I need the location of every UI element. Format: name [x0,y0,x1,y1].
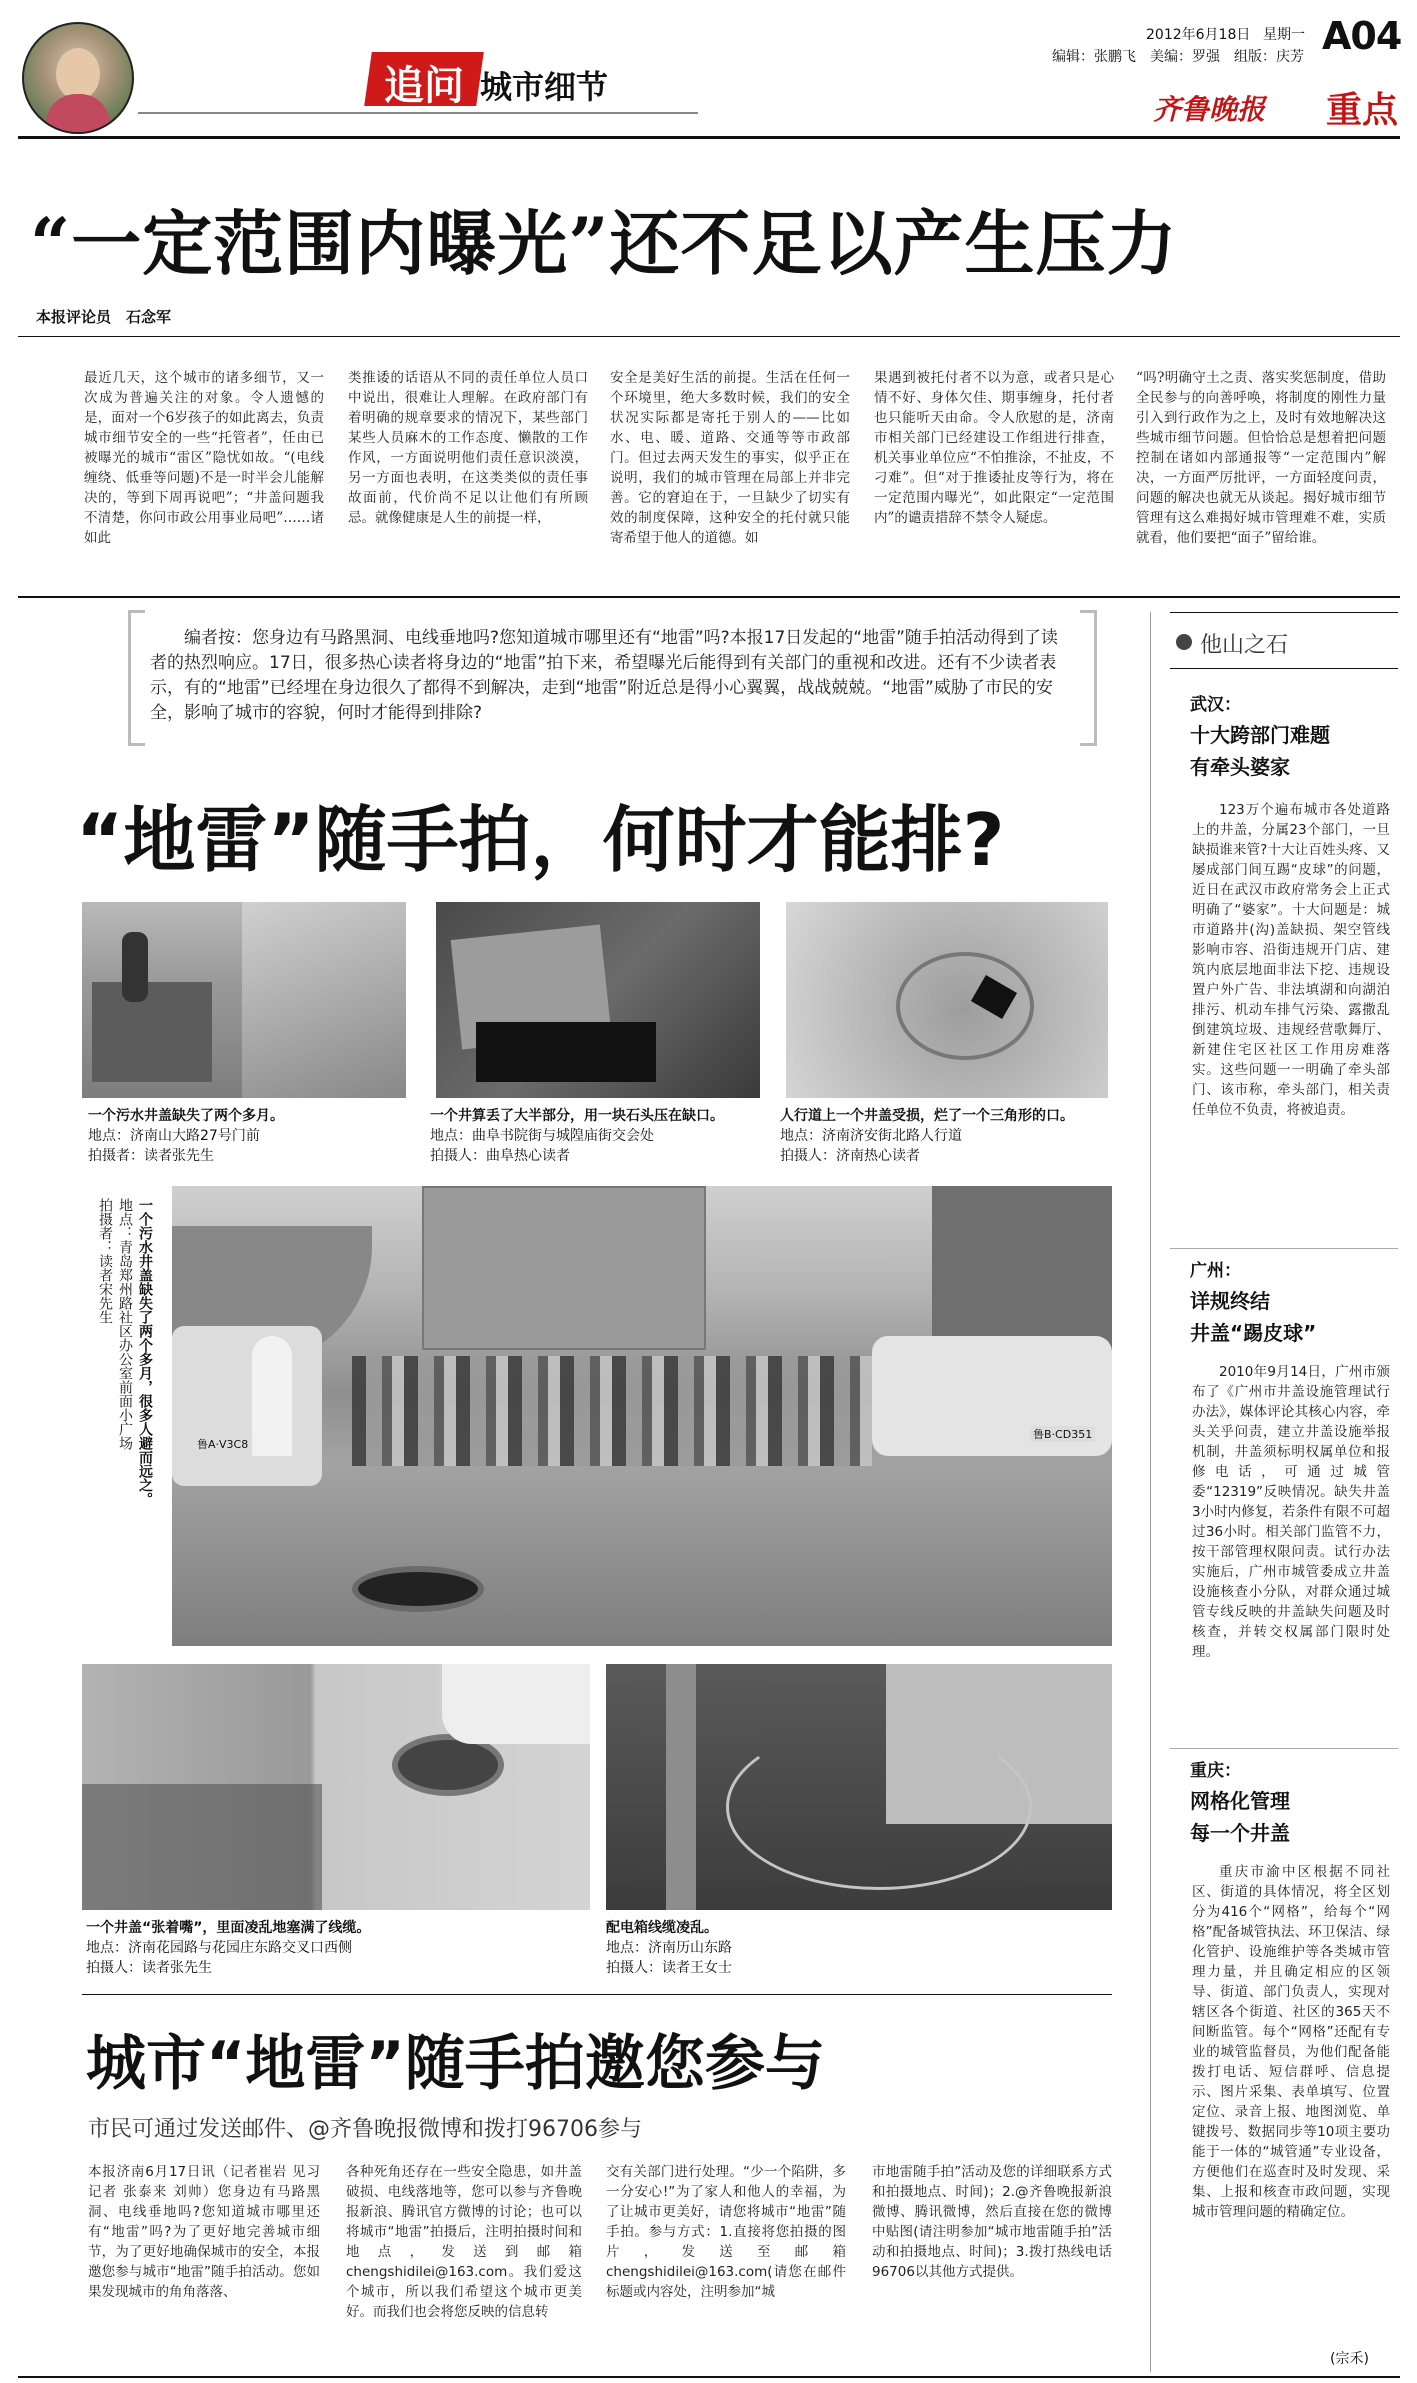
sidebar-head-2b: 井盖“踢皮球” [1190,1321,1317,1345]
photo-4 [172,1186,1112,1646]
editor-line: 编辑：张鹏飞 美编：罗强 组版：庆芳 [1052,49,1304,65]
photo-4-author: 拍摄者：读者宋先生 [97,1198,113,1324]
photo-2 [436,902,760,1098]
commentary-col-2: 类推诿的话语从不同的责任单位人员口中说出，很难让人理解。在政府部门有着明确的规章要求的情况下，某些部门某些人员麻木的工作态度、懒散的工作作风，一方面说明他们责任意识淡漠，另一方面也表明，在这类类似的责任事故面前，代价尚不足以让他们有所顾忌。就像健康是人生的前提一样， [348,370,588,526]
sidebar-city-1: 武汉： [1190,695,1241,715]
photo-1 [82,902,406,1098]
photo-1-place: 地点：济南山大路27号门前 [88,1128,260,1144]
main-headline: “地雷”随手拍，何时才能排? [76,798,1005,882]
sidebar-head-2a: 详规终结 [1190,1289,1270,1313]
invite-col-1: 本报济南6月17日讯（记者崔岩 见习记者 张泰来 刘帅）您身边有马路黑洞、电线垂地吗?您知道城市哪里还有“地雷”吗?为了更好地完善城市细节，为了更好地确保城市的安全，本报邀您参与城市“地雷”随手拍活动。您如果发现城市的角角落落、 [88,2164,320,2300]
sidebar-head-1a: 十大跨部门难题 [1190,723,1330,747]
commentary-col-1: 最近几天，这个城市的诸多细节，又一次成为普遍关注的对象。令人遗憾的是，面对一个6岁孩子的如此离去，负责城市细节安全的一些“托管者”，任由已被曝光的城市“雷区”隐忧如故。“(电线缠绕、低垂等问题)不是一时半会儿能解决的，等到下周再说吧”；“井盖问题我不清楚，你问市政公用事业局吧”……诸如此 [84,370,324,546]
photo-6-place: 地点：济南历山东路 [606,1940,732,1956]
photo-6-author: 拍摄人：读者王女士 [606,1960,732,1976]
kicker: 追问 [384,62,464,109]
note-bracket-right [1080,610,1097,746]
sidebar-divider [1150,612,1151,2372]
commentary-headline: “一定范围内曝光”还不足以产生压力 [30,202,1178,285]
photo-1-caption: 一个污水井盖缺失了两个多月。 [88,1108,284,1124]
photo-4-place: 地点：青岛郑州路社区办公室前面小广场 [117,1198,133,1450]
photo-5-author: 拍摄人：读者张先生 [86,1960,212,1976]
invite-subhead: 市民可通过发送邮件、@齐鲁晚报微博和拨打96706参与 [88,2117,642,2142]
section-name: 城市细节 [480,68,609,106]
sidebar-title-icon [1176,634,1192,650]
photo-3-author: 拍摄人：济南热心读者 [780,1148,920,1164]
commentary-col-4: 果遇到被托付者不以为意，或者只是心情不好、身体欠佳、期事缠身，托付者也只能听天由命。令人欣慰的是，济南市相关部门已经建设工作组进行排查，机关事业单位应“不怕推涂，不扯皮，不刁难”。但“对于推诿扯皮等行为，将在一定范围内曝光”，如此限定“一定范围内”的谴责措辞不禁令人疑虑。 [874,370,1114,526]
plate-right: 鲁B·CD351 [1030,1426,1095,1442]
photo-6-caption: 配电箱线缆凌乱。 [606,1920,718,1936]
editor-note: 编者按：您身边有马路黑洞、电线垂地吗?您知道城市哪里还有“地雷”吗?本报17日发起的“地雷”随手拍活动得到了读者的热烈响应。17日，很多热心读者将身边的“地雷”拍下来，希望曝光后能得到有关部门的重视和改进。还有不少读者表示，有的“地雷”已经埋在身边很久了都得不到解决，走到“地雷”附近总是得小心翼翼，战战兢兢。“地雷”威胁了市民的安全，影响了城市的容貌，何时才能得到排除? [150,628,1058,723]
commentary-col-3: 安全是美好生活的前提。生活在任何一个环境里，绝大多数时候，我们的安全状况实际都是寄托于别人的——比如水、电、暖、道路、交通等等市政部门。但过去两天发生的事实，似乎正在说明，我们的城市管理在局部上并非完善。它的窘迫在于，一旦缺少了切实有效的制度保障，这种安全的托付就只能寄希望于他人的道德。如 [610,370,850,546]
avatar [22,22,134,134]
masthead [18,14,1402,138]
invite-col-2: 各种死角还存在一些安全隐患，如井盖破损、电线落地等，您可以参与齐鲁晚报新浪、腾讯官方微博的讨论；也可以将城市“地雷”拍摄后，注明拍摄时间和地点，发送到邮箱chengshidilei@163.com。我们爱这个城市，所以我们希望这个城市更美好。而我们也会将您反映的信息转 [346,2164,582,2320]
sidebar-body-3: 重庆市渝中区根据不同社区、街道的具体情况，将全区划分为416个“网格”，给每个“网格”配备城管执法、环卫保洁、绿化管护、设施维护等各类城市管理力量，并且确定相应的区领导、街道、部门负责人，实现对辖区各个街道、社区的365天不间断监管。每个“网格”还配有专业的城管监督员，为他们配备能拨打电话、短信群呼、信息提示、图片采集、表单填写、位置定位、录音上报、地图浏览、单键拨号、数据同步等10项主要功能于一体的“城管通”专业设备，方便他们在巡查时及时发现、采集、上报和核查市政问题，实现城市管理问题的精确定位。 [1192,1864,1390,2220]
sidebar-city-2: 广州： [1190,1261,1241,1281]
photo-3 [786,902,1108,1098]
invite-col-3: 交有关部门进行处理。“少一个陷阱，多一分安心!”为了家人和他人的幸福，为了让城市更美好，请您将城市“地雷”随手拍。参与方式：1.直接将您拍摄的图片，发送至邮箱chengshidilei@163.com(请您在邮件标题或内容处，注明参加“城 [606,2164,846,2300]
footer-rule [18,2376,1400,2378]
invite-headline: 城市“地雷”随手拍邀您参与 [86,2029,825,2099]
photo-5-place: 地点：济南花园路与花园庄东路交叉口西侧 [86,1940,352,1956]
issue-date: 2012年6月18日 [1146,27,1251,43]
sidebar-head-3a: 网格化管理 [1190,1789,1290,1813]
section-tag: 重点 [1326,90,1399,131]
header-rule [18,136,1400,139]
sidebar-body-1: 123万个遍布城市各处道路上的井盖，分属23个部门，一旦缺损谁来管?十大让百姓头疼、又屡成部门间互踢“皮球”的问题，近日在武汉市政府常务会上正式明确了“婆家”。十大问题是：城市道路井(沟)盖缺损、架空管线影响市容、沿街违规开门店、建筑内底层地面非法下挖、违规设置户外广告、非法填湖和向湖泊排污、机动车排气污染、露撒乱倒建筑垃圾、违规经营歌舞厅、新建住宅区社区工作用房难落实。这些问题一一明确了牵头部门、该市称，牵头部门，相关责任单位不负责，将被追责。 [1192,802,1390,1118]
photo-3-place: 地点：济南济安街北路人行道 [780,1128,962,1144]
sidebar-body-2: 2010年9月14日，广州市颁布了《广州市井盖设施管理试行办法》，媒体评论其核心内容，牵头关乎问责，建立井盖设施举报机制，井盖须标明权属单位和报修电话，可通过城管委“12319”反映情况。缺失井盖3小时内修复，若条件有限不可超过36小时。相关部门监管不力，按干部管理权限问责。试行办法实施后，广州市城管委成立井盖设施核查小分队，对群众通过城管专线反映的井盖缺失问题及时核查，并转交权属部门限时处理。 [1192,1364,1390,1660]
photo-3-caption: 人行道上一个井盖受损，烂了一个三角形的口。 [780,1108,1074,1124]
sidebar-city-3: 重庆： [1190,1761,1241,1781]
photo-4-caption: 一个污水井盖缺失了两个多月，很多人避而远之。 [137,1198,153,1506]
photo-5 [82,1664,590,1910]
sidebar-head-3b: 每一个井盖 [1190,1821,1290,1845]
paper-name: 齐鲁晚报 [1153,93,1266,126]
commentary-byline: 本报评论员 石念军 [36,308,172,326]
sidebar-credit: (宗禾) [1330,2351,1369,2367]
note-bracket-left [128,610,145,746]
photo-5-caption: 一个井盖“张着嘴”，里面凌乱地塞满了线缆。 [86,1920,371,1936]
plate-left: 鲁A·V3C8 [194,1436,251,1452]
invite-col-4: 市地雷随手拍”活动及您的详细联系方式和拍摄地点、时间)；2.@齐鲁晚报新浪微博、腾讯微博，然后直接在您的微博中贴图(请注明参加“城市地雷随手拍”活动和拍摄地点、时间)；3.拨打热线电话96706以其他方式提供。 [872,2164,1112,2280]
photo-1-author: 拍摄者：读者张先生 [88,1148,214,1164]
page-number: A04 [1322,14,1402,58]
commentary-col-5: “吗?明确守土之责、落实奖惩制度，借助全民参与的向善呼唤，将制度的刚性力量引入到行政作为之上，及时有效地解决这些城市细节问题。但恰恰总是想着把问题控制在诸如内部通报等“一定范围内”解决，一方面严厉批评，一方面轻度问责，问题的解决也就无从谈起。揭好城市细节管理有这么难揭好城市管理难不难，实质就看，他们要把“面子”留给谁。 [1136,370,1386,546]
photo-2-caption: 一个井算丢了大半部分，用一块石头压在缺口。 [430,1108,724,1124]
photo-6 [606,1664,1112,1910]
photo-2-author: 拍摄人：曲阜热心读者 [430,1148,570,1164]
weekday: 星期一 [1263,27,1305,43]
photo-2-place: 地点：曲阜书院街与城隍庙街交会处 [430,1128,654,1144]
sidebar-head-1b: 有牵头婆家 [1190,755,1290,779]
sidebar-title: 他山之石 [1200,633,1289,658]
